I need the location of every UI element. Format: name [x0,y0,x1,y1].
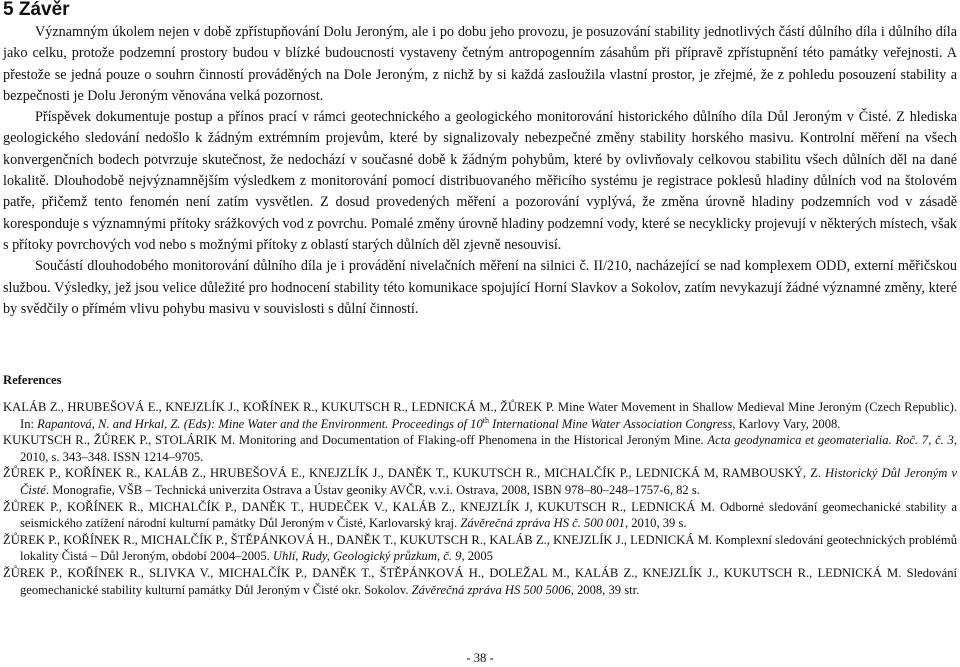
reference-item: ŽŮREK P., KOŘÍNEK R., SLIVKA V., MICHALČÍK P., DANĚK T., ŠTĚPÁNKOVÁ H., DOLEŽAL M., KALÁB Z., KNEJZLÍK J., KUKUTSCH R., LEDNICKÁ M. Sledování geomechanické stability kulturní památky Důl Jeroným v Čisté okr. Sokolov. Závěrečná zpráva HS 500 5006, 2008, 39 str. [3,565,957,597]
page-number: - 38 - [466,651,494,665]
paragraph-2: Příspěvek dokumentuje postup a přínos prací v rámci geotechnického a geologického monitorování historického důlního díla Důl Jeroným v Čisté. Z hlediska geologického sledování nedošlo k žádným extrémním projevům, které by signalizovaly nebezpečné změny stability horského masivu. Kontrolní měření na všech konvergenčních bodech potvrzuje skutečnost, že nedochází v současné době k žádným pohybům, které by ovlivňovaly celkovou stabilitu všech důlních děl na dané lokalitě. Dlouhodobě nejvýznamnějším výsledkem z monitorování pomocí distribuovaného měřicího systému je registrace poklesů hladiny důlních vod na štolovém patře, přičemž tento fenomén není zatím vysvětlen. Z dosud provedených měření a pozorování vyplývá, že změna úrovně hladiny podzemních vod v zásadě koresponduje s významnými přítoky srážkových vod z povrchu. Pomalé změny úrovně hladiny podzemní vody, které se necyklicky projevují v některých místech, však s přítoky povrchových vod nebo s možnými přítoky z oblastí starých důlních děl zjevně nesouvisí. [3,109,957,253]
section-heading: 5 Závěr [3,0,70,20]
reference-item: ŽŮREK P., KOŘÍNEK R., KALÁB Z., HRUBEŠOVÁ E., KNEJZLÍK J., DANĚK T., KUKUTSCH R., MICHALČÍK P., LEDNICKÁ M, RAMBOUSKÝ, Z. Historický Důl Jeroným v Čisté. Monografie, VŠB – Technická univerzita Ostrava a Ústav geoniky AVČR, v.v.i. Ostrava, 2008, ISBN 978–80–248–1757-6, 82 s. [3,466,958,497]
reference-item: KALÁB Z., HRUBEŠOVÁ E., KNEJZLÍK J., KOŘÍNEK R., KUKUTSCH R., LEDNICKÁ M., ŽŮREK P. Mine Water Movement in Shallow Medieval Mine Jeroným (Czech Republic). In: Rapantová, N. and Hrkal, Z. (Eds): Mine Water and the Environment. Proceedings of 10th International Mine Water Association Congress, Karlovy Vary, 2008. [3,400,957,431]
reference-item: ŽŮREK P., KOŘÍNEK R., MICHALČÍK P., DANĚK T., HUDEČEK V., KALÁB Z., KNEJZLÍK J, KUKUTSCH R., LEDNICKÁ M. Odborné sledování geomechanické stability a seismického zatížení národní kulturní památky Důl Jeroným v Čisté, Karlovarský kraj. Závěrečná zpráva HS č. 500 001, 2010, 39 s. [3,499,957,531]
reference-item: KUKUTSCH R., ŽŮREK P., STOLÁRIK M. Monitoring and Documentation of Flaking-off Phenomena in the Historical Jeroným Mine. Acta geodynamica et geomaterialia. Roč. 7, č. 3, 2010, s. 343–348. ISSN 1214–9705. [3,433,957,464]
paragraph-1: Významným úkolem nejen v době zpřístupňování Dolu Jeroným, ale i po dobu jeho provozu, je posuzování stability jednotlivých částí důlního díla i důlního díla jako celku, protože podzemní prostory budou v blízké budoucnosti vystaveny četným antropogenním zásahům při přípravě zpřístupnění této památky veřejnosti. A přestože se jedná pouze o souhrn činností prováděných na Dole Jeroným, z nichž by si každá zasloužila vlastní prostor, je zřejmé, že z pohledu posouzení stability a bezpečnosti je Dolu Jeroným věnována velká pozornost. [3,24,957,104]
references-list [3,399,957,598]
references-heading: References [3,373,62,387]
paragraph-3: Součástí dlouhodobého monitorování důlního díla je i provádění nivelačních měření na silnici č. II/210, nacházející se nad komplexem ODD, externí měřičskou službou. Výsledky, jež jsou velice důležité pro hodnocení stability této komunikace spojující Horní Slavkov a Sokolov, zatím nevykazují žádné významné změny, které by svědčily o přímém vlivu pohybu masivu v souvislosti s důlní činností. [3,258,957,317]
reference-item: ŽŮREK P., KOŘÍNEK R., MICHALČÍK P., ŠTĚPÁNKOVÁ H., DANĚK T., KUKUTSCH R., KALÁB Z., KNEJZLÍK J., LEDNICKÁ M. Komplexní sledování geotechnických problémů lokality Čistá – Důl Jeroným, období 2004–2005. Uhlí, Rudy, Geologický průzkum, č. 9, 2005 [3,532,957,564]
conclusion-body [3,22,957,320]
